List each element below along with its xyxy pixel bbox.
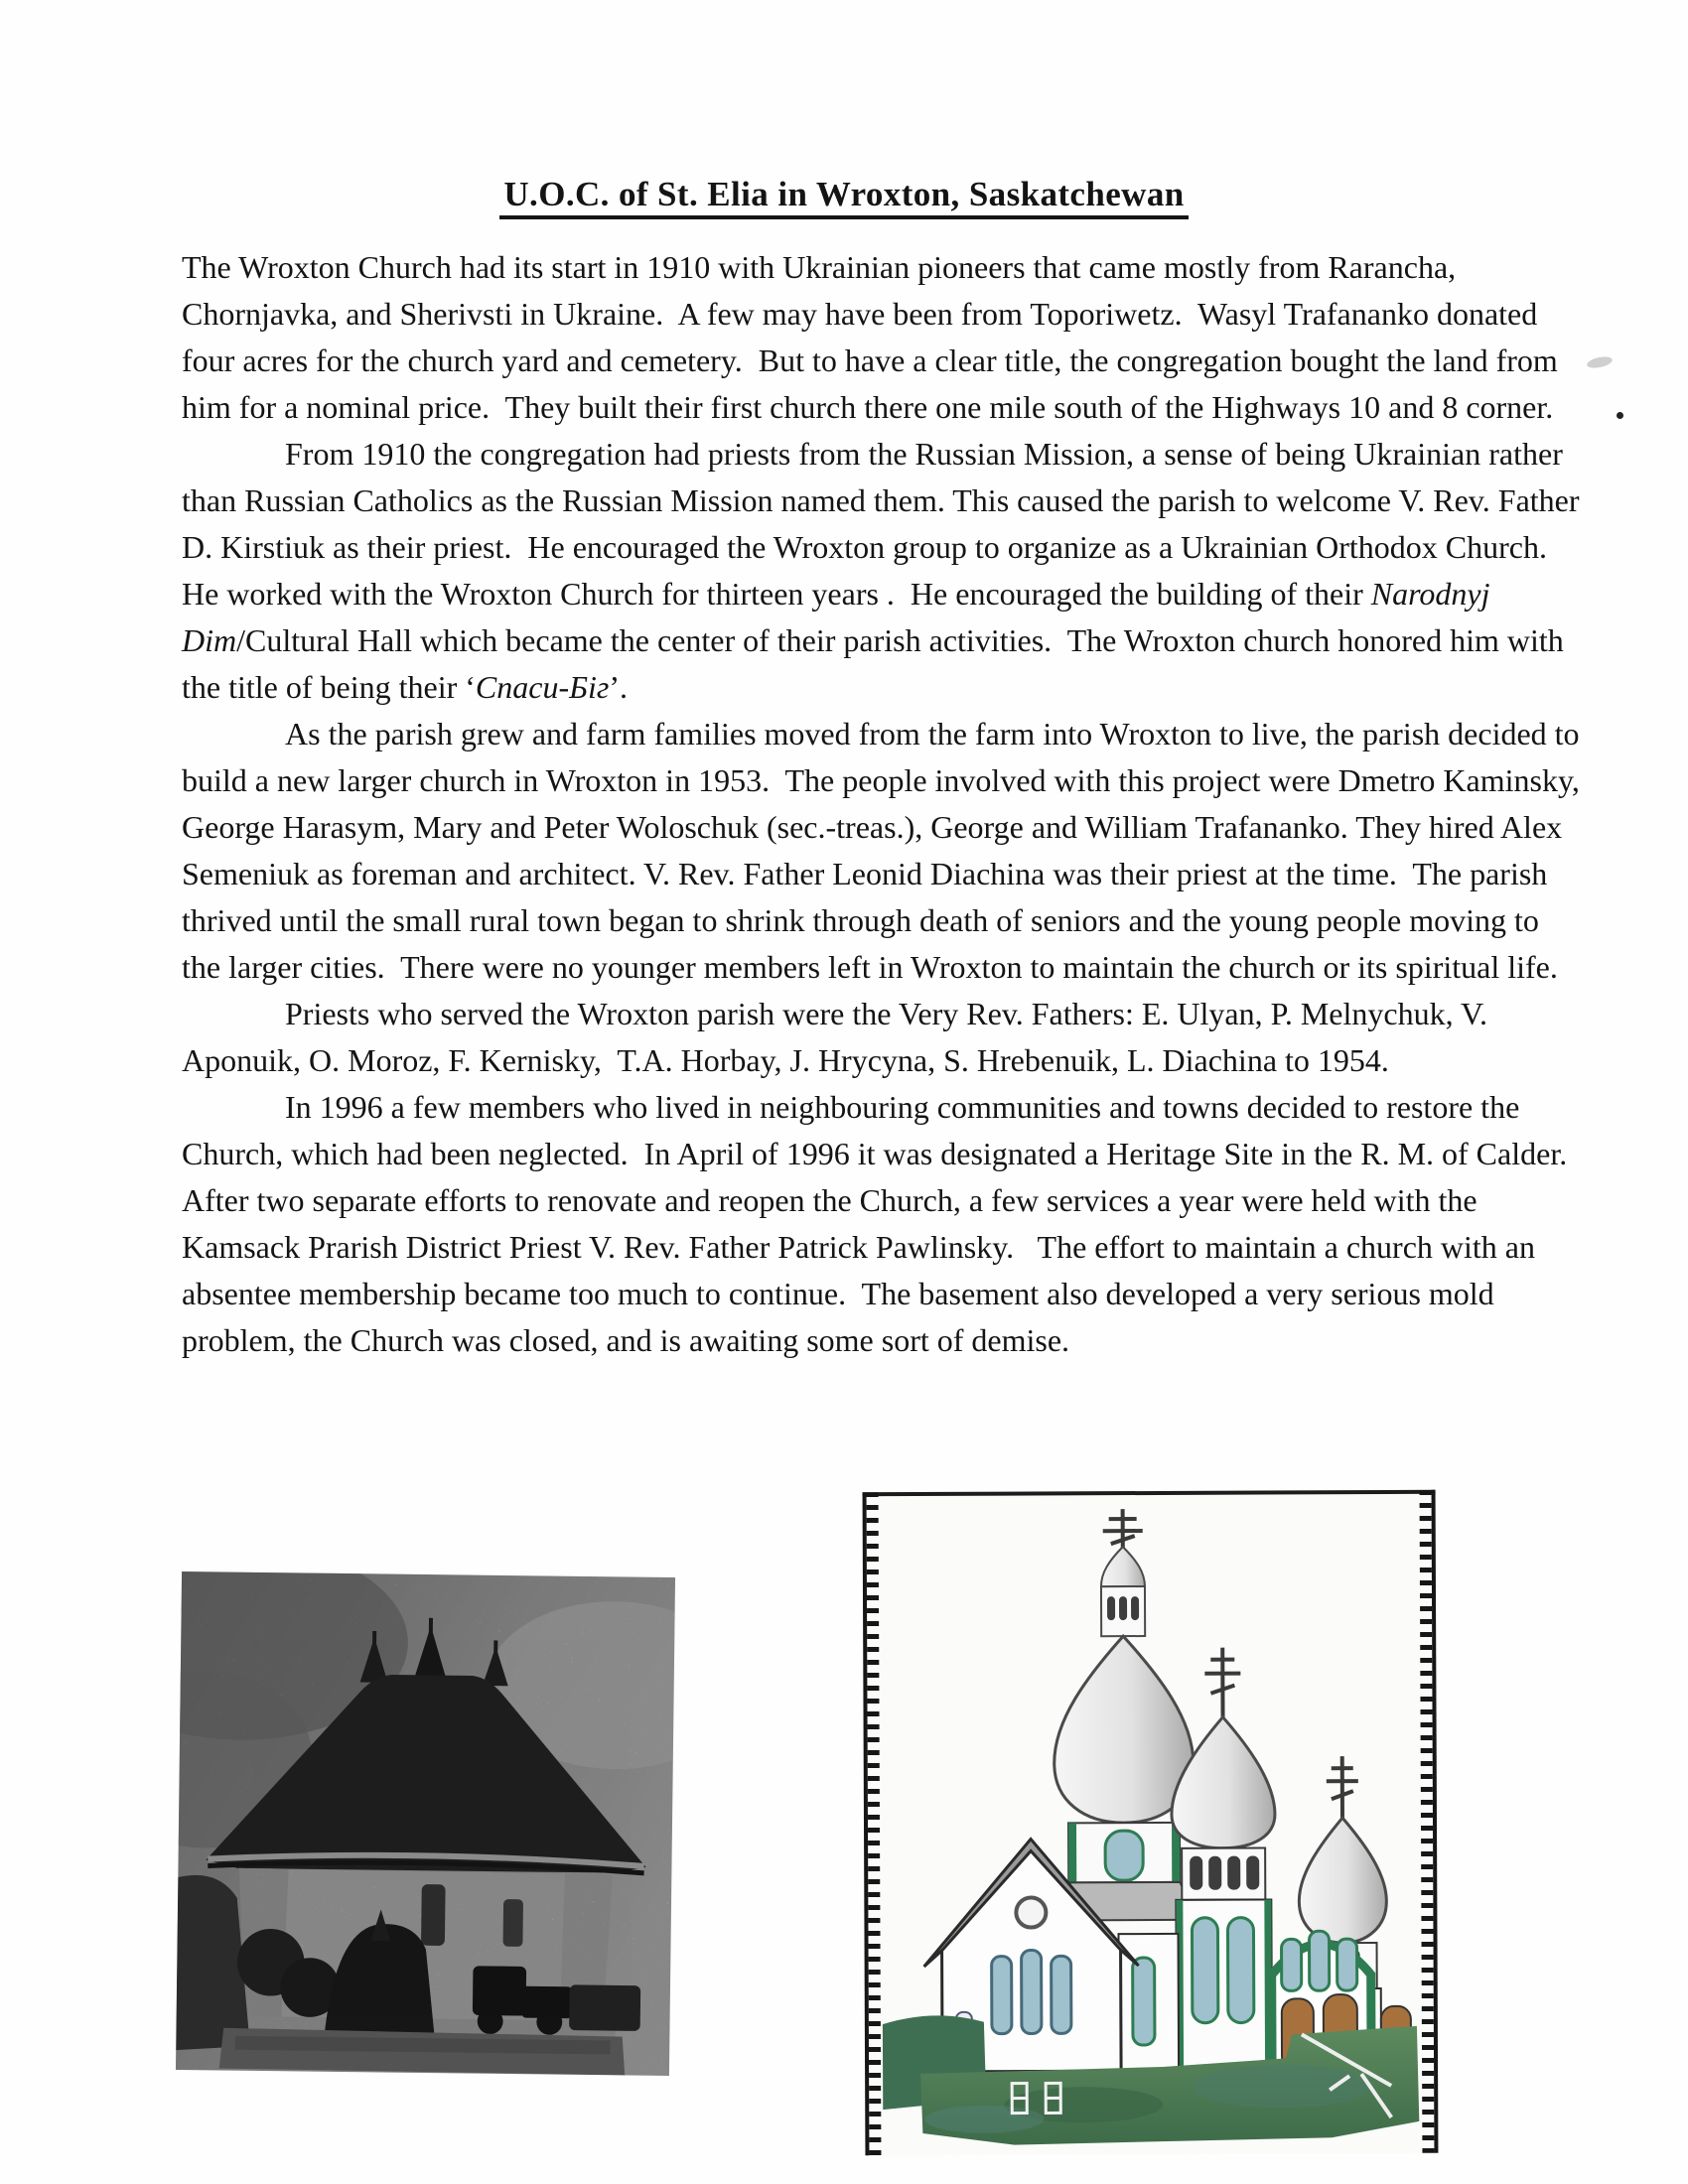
arch-window-1 [1282, 1939, 1302, 1990]
new-church-illustration [863, 1490, 1439, 2156]
middle-tower-wall [1176, 1899, 1272, 2070]
halftone-grain [176, 1571, 675, 2076]
paragraph-founding-1910: The Wroxton Church had its start in 1910 with Ukrainian pioneers that came mostly from Rarancha, Chornjavka, and Sherivsti in Ukraine. A few may have been from Toporiwetz. Wasyl Trafananko donated four acres for the church yard and cemetery. But to have a clear title, the congregation bought the land from him for a nominal price. They built their first church there one mile south of the Highways 10 and 8 corner. [182, 249, 1566, 425]
first-church-photo [176, 1571, 675, 2076]
lantern-arches [1107, 1596, 1139, 1620]
page-title-text: U.O.C. of St. Elia in Wroxton, Saskatchewan [499, 175, 1188, 219]
ink-speck-artifact [1617, 412, 1623, 419]
round-gable-window [1016, 1897, 1046, 1927]
paragraph-russian-mission: From 1910 the congregation had priests from the Russian Mission, a sense of being Ukrainian rather than Russian Catholics as the Russian Mission named them. This caused the parish to welcome V. Rev. Father D. Kirstiuk as their priest. He encouraged the Wroxton group to organize as a Ukrainian Orthodox Church. He worked with the Wroxton Church for thirteen years . He encouraged the building of their Narodnyj Dim/Cultural Hall which became the center of their parish activities. The Wroxton church honored him with the title of being their ‘Спаси-Біг’. [182, 436, 1588, 705]
paragraph-heritage-1996: In 1996 a few members who lived in neighbouring communities and towns decided to restore the Church, which had been neglected. In April of 1996 it was designated a Heritage Site in the R. M. of Calder. After two separate efforts to renovate and reopen the Church, a few services a year were held with the Kamsack Prarish District Priest V. Rev. Father Patrick Pawlinsky. The effort to maintain a church with an absentee membership became too much to continue. The basement also developed a very serious mold problem, the Church was closed, and is awaiting some sort of demise. [182, 1089, 1590, 1358]
paragraph-new-church-1953: As the parish grew and farm families moved from the farm into Wroxton to live, the parish decided to build a new larger church in Wroxton in 1953. The people involved with this project were Dmetro Kaminsky, George Harasym, Mary and Peter Woloschuk (sec.-treas.), George and William Trafananko. They hired Alex Semeniuk as foreman and architect. V. Rev. Father Leonid Diachina was their priest at the time. The parish thrived until the small rural town began to shrink through death of seniors and the young people moving to the larger cities. There were no younger members left in Wroxton to maintain the church or its spiritual life. [182, 716, 1588, 985]
drum-window [1105, 1831, 1143, 1880]
arch-window-3 [1337, 1939, 1357, 1990]
document-body [182, 244, 1590, 1364]
filmstrip-left-perforation [863, 1492, 882, 2155]
filmstrip-right-perforation [1420, 1490, 1439, 2153]
drum-trim-left [1068, 1823, 1076, 1882]
gable-window-2 [1022, 1950, 1042, 2033]
first-church-illustration [176, 1571, 675, 2076]
gable-window-1 [992, 1957, 1012, 2034]
tall-window-2 [1227, 1918, 1253, 2023]
scan-smudge-artifact [1586, 354, 1614, 369]
page-title [0, 175, 1688, 219]
mid-wall-window [1133, 1958, 1155, 2045]
paragraph-priests-list: Priests who served the Wroxton parish were the Very Rev. Fathers: E. Ulyan, P. Melnychuk, V. Aponuik, O. Moroz, F. Kernisky, T.A. Horbay, J. Hrycyna, S. Hrebenuik, L. Diachina to 1954. [182, 996, 1494, 1078]
gable-window-3 [1052, 1956, 1071, 2033]
arch-window-2 [1309, 1931, 1329, 1990]
tall-window-1 [1192, 1918, 1217, 2023]
new-church-photo [863, 1490, 1439, 2156]
